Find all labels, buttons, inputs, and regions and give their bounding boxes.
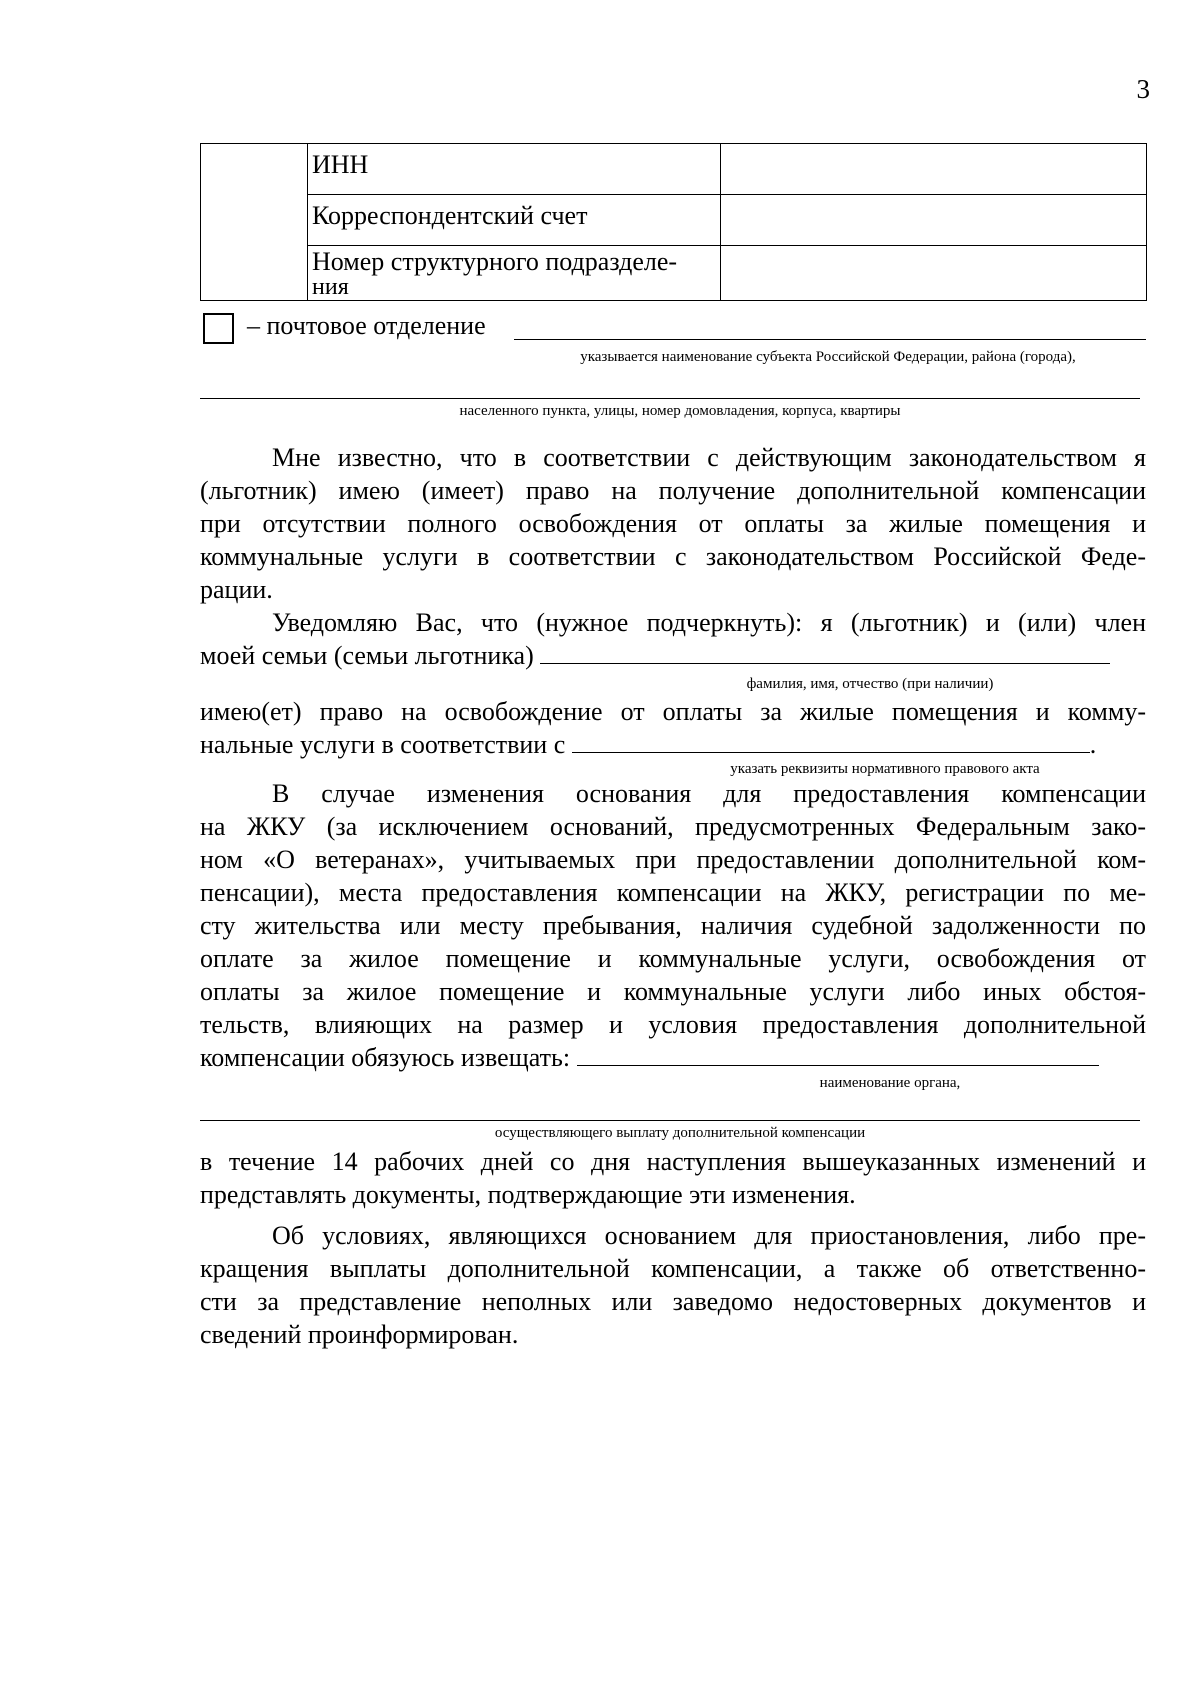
text-line: ном «О ветеранах», учитываемых при предоставлении дополнительной ком- [200,845,1146,874]
text-line: (льготник) имею (имеет) право на получение дополнительной компенсации [200,476,1146,505]
text-line: пенсации), места предоставления компенсации на ЖКУ, регистрации по ме- [200,878,1146,907]
post-office-hint-2: населенного пункта, улицы, номер домовладения, корпуса, квартиры [459,403,901,419]
family-member-name-line[interactable] [540,639,1110,664]
corr-account-value-field[interactable] [721,195,1147,246]
organ-name-line-2[interactable] [200,1120,1140,1121]
text-line [200,1041,1146,1074]
text-line [200,639,1146,672]
exemption-text: нальные услуги в соответствии с [200,730,566,759]
subdivision-label-line-2: ния [312,274,349,300]
text-line: Уведомляю Вас, что (нужное подчеркнуть): я (льготник) и (или) член [272,608,1146,637]
text-line: на ЖКУ (за исключением оснований, предусмотренных Федеральным зако- [200,812,1146,841]
table-row [201,246,1147,301]
post-office-address-line[interactable] [514,339,1146,340]
exemption-period: . [1089,730,1097,759]
text-line: представлять документы, подтверждающие эти изменения. [200,1180,856,1209]
organ-name-line[interactable] [577,1041,1099,1066]
paragraph-exemption [200,695,1146,761]
text-line: в течение 14 рабочих дней со дня наступления вышеуказанных изменений и [200,1147,1146,1176]
table-label-cell [308,195,721,246]
text-line: имею(ет) право на освобождение от оплаты за жилые помещения и комму- [200,697,1146,726]
post-office-address-line-2[interactable] [200,398,1140,399]
legal-act-hint: указать реквизиты нормативного правового акта [730,761,1040,777]
text-line: кращения выплаты дополнительной компенсации, а также об ответственно- [200,1254,1146,1283]
page-number: 3 [1136,74,1150,104]
text-line: сведений проинформирован. [200,1320,519,1349]
table-label-cell [308,144,721,195]
corr-account-label: Корреспондентский счет [312,201,588,230]
notify-text: компенсации обязуюсь извещать: [200,1043,571,1072]
table-row [201,195,1147,246]
post-office-hint-1: указывается наименование субъекта Российской Федерации, района (города), [580,349,1076,365]
organ-hint-2: осуществляющего выплату дополнительной компенсации [494,1125,866,1141]
text-line: В случае изменения основания для предоставления компенсации [272,779,1146,808]
text-line: Мне известно, что в соответствии с действующим законодательством я [272,443,1146,472]
text-line: сти за представление неполных или заведомо недостоверных документов и [200,1287,1146,1316]
text-line: коммунальные услуги в соответствии с законодательством Российской Феде- [200,542,1146,571]
table-row [201,144,1147,195]
text-line: сту жительства или месту пребывания, наличия судебной задолженности по [200,911,1146,940]
inn-label: ИНН [312,150,369,179]
text-line: Об условиях, являющихся основанием для приостановления, либо пре- [272,1221,1146,1250]
paragraph-informed [200,1219,1146,1351]
table-blank-cell [201,144,308,301]
inn-value-field[interactable] [721,144,1147,195]
legal-act-line[interactable] [572,728,1090,753]
table-label-cell [308,246,721,301]
text-line: оплате за жилое помещение и коммунальные услуги, освобождения от [200,944,1146,973]
organ-hint-1: наименование органа, [819,1075,961,1091]
fio-hint: фамилия, имя, отчество (при наличии) [746,676,994,692]
text-line: тельств, влияющих на размер и условия предоставления дополнительной [200,1010,1146,1039]
bank-details-table [200,143,1147,301]
subdivision-label-line-1: Номер структурного подразделе- [312,247,678,276]
paragraph-changes [200,777,1146,1074]
paragraph-notify [200,606,1146,672]
post-office-label: – почтовое отделение [247,311,486,340]
subdivision-value-field[interactable] [721,246,1147,301]
paragraph-deadline [200,1145,1146,1211]
family-member-text: моей семьи (семьи льготника) [200,641,534,670]
text-line: при отсутствии полного освобождения от оплаты за жилые помещения и [200,509,1146,538]
text-line [200,728,1146,761]
text-line: оплаты за жилое помещение и коммунальные услуги либо иных обстоя- [200,977,1146,1006]
post-office-checkbox[interactable] [203,313,234,344]
paragraph-rights [200,441,1146,606]
text-line: рации. [200,575,273,604]
